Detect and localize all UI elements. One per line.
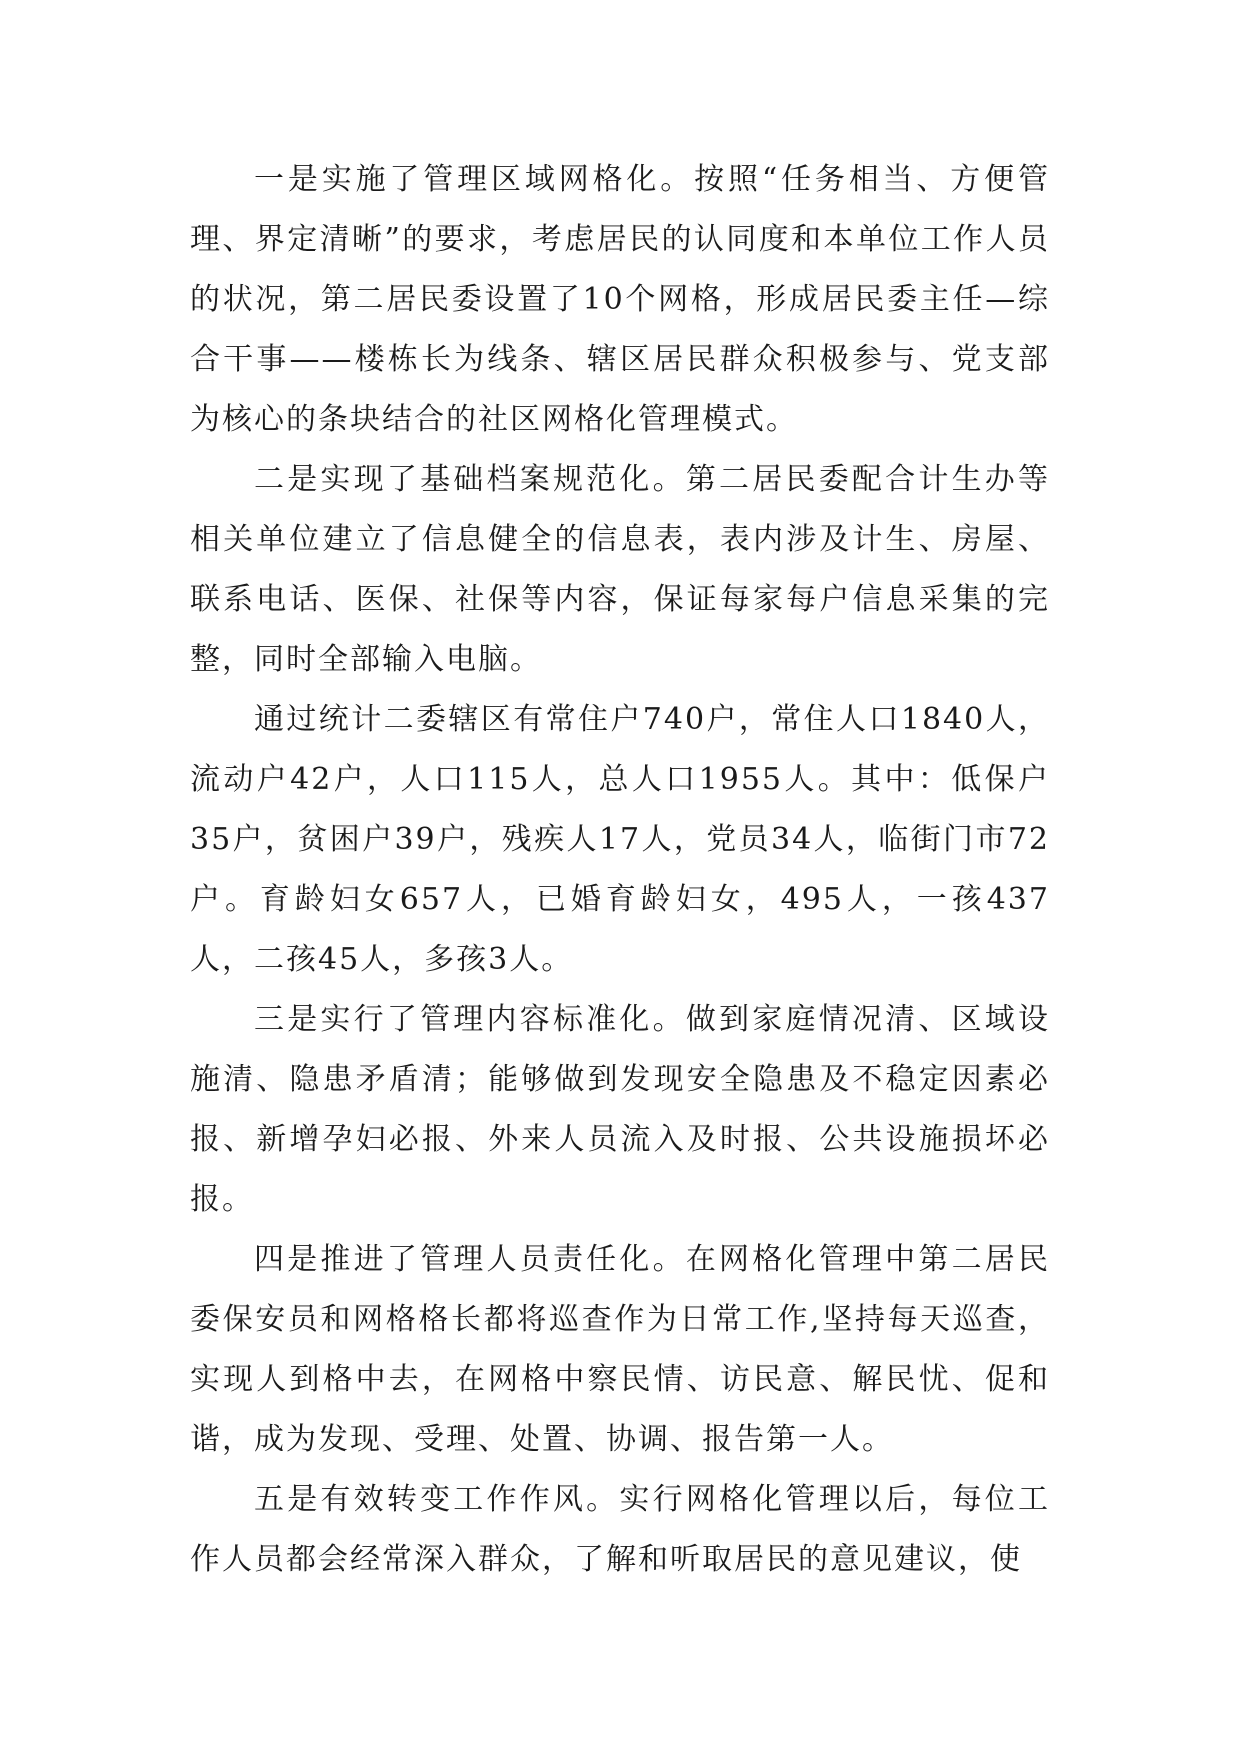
paragraph-staff-responsibility: 四是推进了管理人员责任化。在网格化管理中第二居民委保安员和网格格长都将巡查作为日常工作,坚持每天巡查，实现人到格中去，在网格中察民情、访民意、解民忧、促和谐，成为发现、受理、处置、协调、报告第一人。	[190, 1242, 1050, 1457]
document-body	[190, 150, 1050, 1590]
paragraph-statistics: 通过统计二委辖区有常住户740户，常住人口1840人，流动户42户，人口115人，总人口1955人。其中：低保户35户，贫困户39户，残疾人17人，党员34人，临街门市72户。育龄妇女657人，已婚育龄妇女，495人，一孩437人，二孩45人，多孩3人。	[190, 702, 1050, 977]
paragraph-work-style: 五是有效转变工作作风。实行网格化管理以后，每位工作人员都会经常深入群众，了解和听取居民的意见建议，使	[190, 1482, 1050, 1577]
paragraph-grid-management: 一是实施了管理区域网格化。按照“任务相当、方便管理、界定清晰”的要求，考虑居民的认同度和本单位工作人员的状况，第二居民委设置了10个网格，形成居民委主任—综合干事——楼栋长为线条、辖区居民群众积极参与、党支部为核心的条块结合的社区网格化管理模式。	[190, 162, 1050, 437]
paragraph-content-standardization: 三是实行了管理内容标准化。做到家庭情况清、区域设施清、隐患矛盾清；能够做到发现安全隐患及不稳定因素必报、新增孕妇必报、外来人员流入及时报、公共设施损坏必报。	[190, 1002, 1050, 1217]
paragraph-archive-standardization: 二是实现了基础档案规范化。第二居民委配合计生办等相关单位建立了信息健全的信息表，表内涉及计生、房屋、联系电话、医保、社保等内容，保证每家每户信息采集的完整，同时全部输入电脑。	[190, 462, 1050, 677]
